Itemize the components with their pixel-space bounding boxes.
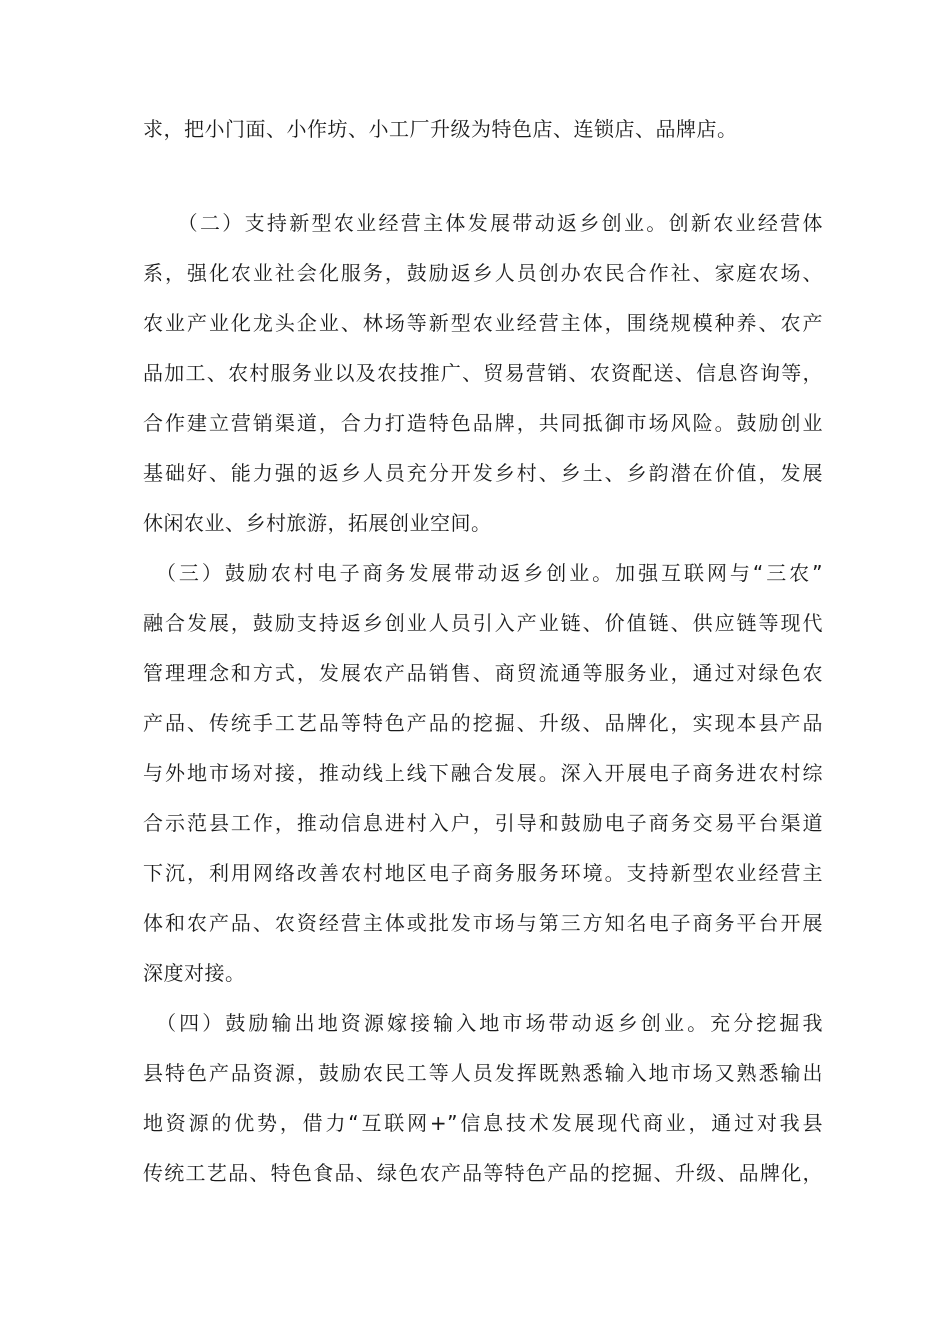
text-line: 合示范县工作，推动信息进村入户，引导和鼓励电子商务交易平台渠道: [143, 811, 823, 835]
text-line: 系，强化农业社会化服务，鼓励返乡人员创办农民合作社、家庭农场、: [143, 261, 823, 285]
paragraph-section-3: [143, 548, 823, 998]
text-line: 产品、传统手工艺品等特色产品的挖掘、升级、品牌化，实现本县产品: [143, 711, 823, 735]
text-line: 地资源的优势，借力“互联网+”信息技术发展现代商业，通过对我县: [143, 1111, 823, 1135]
text-line: 深度对接。: [143, 961, 246, 985]
text-line: （二）支持新型农业经营主体发展带动返乡创业。创新农业经营体: [143, 211, 823, 235]
text-line: 管理理念和方式，发展农产品销售、商贸流通等服务业，通过对绿色农: [143, 661, 823, 685]
text-line: 县特色产品资源，鼓励农民工等人员发挥既熟悉输入地市场又熟悉输出: [143, 1061, 823, 1085]
text-line: 传统工艺品、特色食品、绿色农产品等特色产品的挖掘、升级、品牌化，: [143, 1161, 823, 1185]
text-line: 合作建立营销渠道，合力打造特色品牌，共同抵御市场风险。鼓励创业: [143, 411, 823, 435]
text-line: 求，把小门面、小作坊、小工厂升级为特色店、连锁店、品牌店。: [143, 117, 738, 141]
paragraph-section-2: [143, 198, 823, 548]
text-line: 融合发展，鼓励支持返乡创业人员引入产业链、价值链、供应链等现代: [143, 611, 823, 635]
text-line: （四）鼓励输出地资源嫁接输入地市场带动返乡创业。充分挖掘我: [143, 1011, 823, 1035]
text-line: 品加工、农村服务业以及农技推广、贸易营销、农资配送、信息咨询等，: [143, 361, 823, 385]
text-line: 下沉，利用网络改善农村地区电子商务服务环境。支持新型农业经营主: [143, 861, 823, 885]
text-line: （三）鼓励农村电子商务发展带动返乡创业。加强互联网与“三农”: [143, 561, 823, 585]
text-line: 与外地市场对接，推动线上线下融合发展。深入开展电子商务进农村综: [143, 761, 823, 785]
paragraph-section-4: [143, 998, 823, 1198]
text-line: 体和农产品、农资经营主体或批发市场与第三方知名电子商务平台开展: [143, 911, 823, 935]
text-line: 农业产业化龙头企业、林场等新型农业经营主体，围绕规模种养、农产: [143, 311, 823, 335]
text-line: 休闲农业、乡村旅游，拓展创业空间。: [143, 511, 492, 535]
text-line: 基础好、能力强的返乡人员充分开发乡村、乡土、乡韵潜在价值，发展: [143, 461, 823, 485]
paragraph-continuation: [143, 104, 823, 154]
